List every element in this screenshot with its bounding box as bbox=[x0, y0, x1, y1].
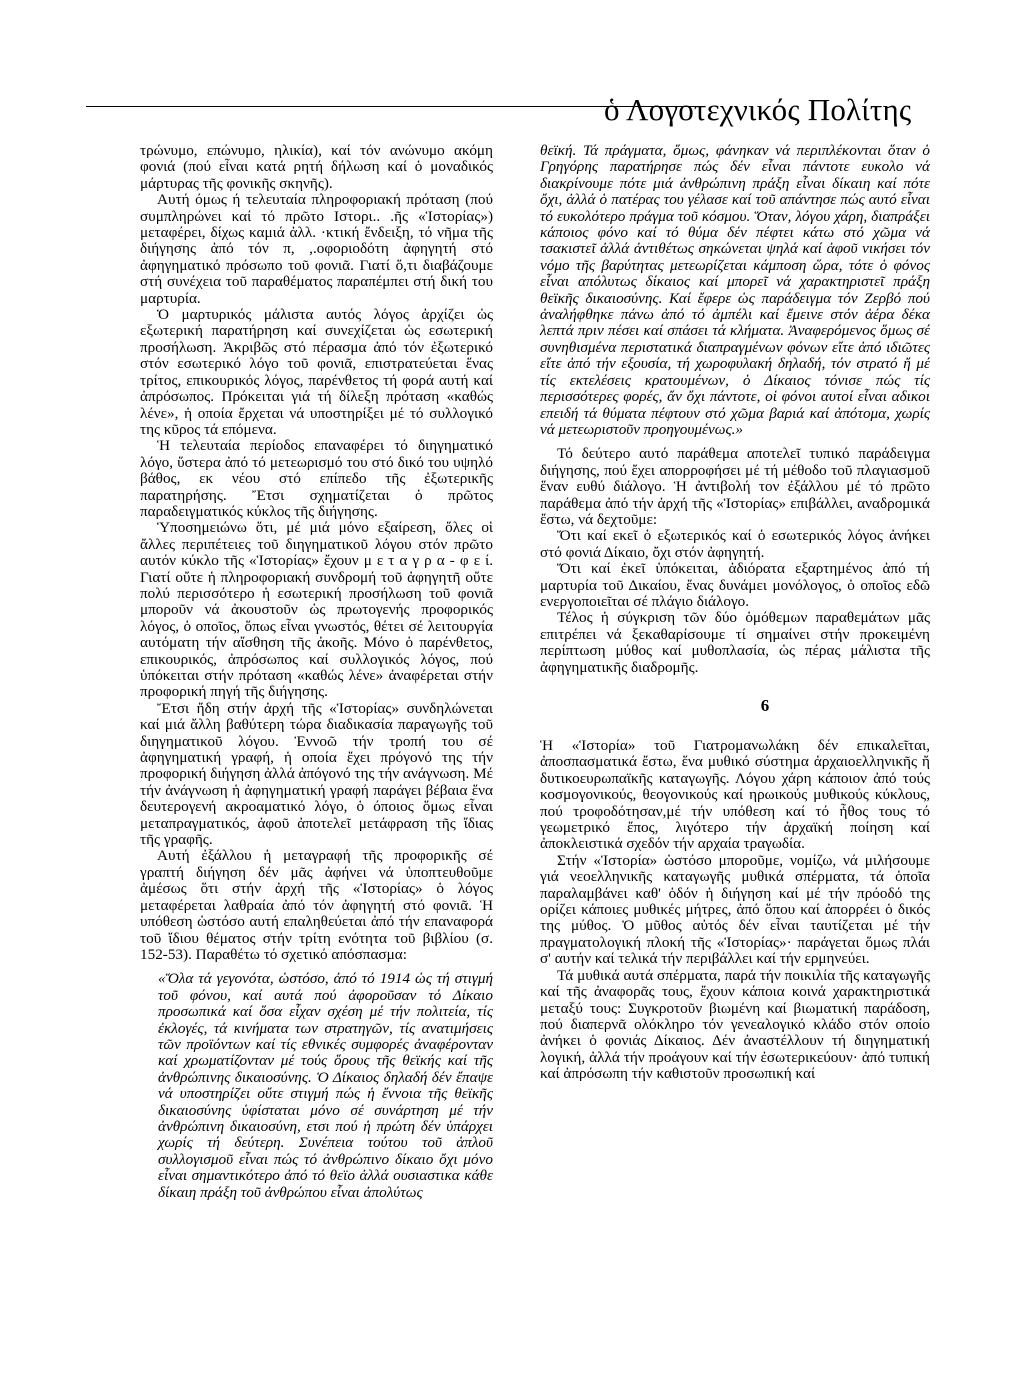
paragraph: Αυτή όμως ή τελευταία πληροφοριακή πρόταση (πού συμπληρώνει καί τό πρῶτο Ιστορι.. .ῆς «Ἱστορίας») μεταφέρει, δίχως καμιά ἀλλ. ·κτική ἔνδειξη, τό νῆμα τῆς διήγησης ἀπό τόν π, ,.οφοριοδότη ἀφηγητή στό ἀφηγηματικό πρόσωπο τοῦ φονιᾶ. Γιατί ὅ,τι διαβάζουμε στή συνέχεια τοῦ παραθέματος παραπέμπει στή δική του μαρτυρία. bbox=[140, 191, 493, 307]
left-column bbox=[140, 143, 493, 1208]
paragraph: Ὅτι καί ἐκεῖ ὑπόκειται, ἀδιόρατα εξαρτημένος ἀπό τή μαρτυρία τοῦ Δικαίου, ἕνας δυνάμει μονόλογος, ὁ οποῖος εδῶ ενεργοποιεῖται σέ πλάγιο διάλογο. bbox=[540, 560, 930, 610]
section-number: 6 bbox=[760, 696, 770, 715]
paragraph: Τέλος ἡ σύγκριση τῶν δύο ὁμόθεμων παραθεμάτων μᾶς επιτρέπει νά ξεκαθαρίσουμε τί σημαίνει στήν προκειμένη περίπτωση μύθος καί μυθοπλασία, ὡς πέρας μάλιστα τῆς ἀφηγηματικῆς διαδρομῆς. bbox=[540, 609, 930, 676]
paragraph: Αυτή ἐξάλλου ἡ μεταγραφή τῆς προφορικῆς σέ γραπτή διήγηση δέν μᾶς ἀφήνει νά ὑποπτευθοῦμε ἀμέσως ὅτι στήν ἀρχή τῆς «Ἱστορίας» ὁ λόγος μεταφέρεται λαθραία ἀπό τόν ἀφηγητή στό φονιᾶ. Ἡ υπόθεση ὡστόσο αυτή επαληθεύεται ἀπό τήν επαναφορά τοῦ ἴδιου θέματος στήν τρίτη ενότητα τοῦ βιβλίου (σ. 152-53). Παραθέτω τό σχετικό απόσπασμα: bbox=[140, 847, 493, 963]
running-head: ὁ Λογοτεχνικός Πολίτης bbox=[604, 92, 912, 127]
paragraph: τρώνυμο, επώνυμο, ηλικία), καί τόν ανώνυμο ακόμη φονιά (πού εἶναι κατά ρητή δήλωση καί ὁ μοναδικός μάρτυρας τῆς φονικῆς σκηνῆς). bbox=[140, 142, 493, 192]
block-quote: «Ὅλα τά γεγονότα, ὡστόσο, ἀπό τό 1914 ὡς τή στιγμή τοῦ φόνου, καί αυτά πού ἀφοροῦσαν τό Δίκαιο προσωπικά καί ὅσα εἶχαν σχέση μέ τήν πολιτεία, τίς ἐκλογές, τά κινήματα των στρατηγῶν, τίς ανατιμήσεις τῶν προϊόντων καί τίς εθνικές συμφορές ἀναφέρονταν καί χρωματίζονταν μέ τούς ὅρους τῆς θεϊκής καί τῆς ἀνθρώπινης δικαιοσύνης. Ὁ Δίκαιος δηλαδή δέν ἔπαψε νά υποστηρίζει οὔτε στιγμή πώς ἡ ἔννοια τῆς θεϊκῆς δικαιοσύνης ὑφίσταται μόνο σέ συνάρτηση μέ τήν ἀνθρώπινη δικαιοσύνη, ετσι πού ἡ πρώτη δέν ὑπάρχει χωρίς τή δεύτερη. Συνέπεια τούτου τοῦ ἁπλοῦ συλλογισμοῦ εἶναι πώς τό ἀνθρώπινο δίκαιο ὄχι μόνο εἶναι σημαντικότερο ἀπό τό θεϊο ἀλλά ουσιαστικα κάθε δίκαιη πράξη τοῦ ἀνθρώπου εἶναι ἀπολύτως bbox=[158, 970, 493, 1201]
paragraph: Ἡ τελευταία περίοδος επαναφέρει τό διηγηματικό λόγο, ὕστερα ἀπό τό μετεωρισμό του στό δικό του υψηλό βάθος, εκ νέου στό επίπεδο τῆς ἐξωτερικῆς παρατηρήσης. Ἔτσι σχηματίζεται ὁ πρῶτος παραδειγματικός κύκλος τῆς διήγησης. bbox=[140, 437, 493, 520]
block-quote-continued: θεϊκή. Τά πράγματα, ὅμως, φάνηκαν νά περιπλέκονται ὅταν ὁ Γρηγόρης παρατήρησε πώς δέν εἶναι πάντοτε ευκολο νά διακρίνουμε πότε μιά ἀνθρώπινη πράξη εἶναι δίκαιη καί πότε ὄχι, ἀλλά ὁ πατέρας του γέλασε καί τοῦ απάντησε πώς αυτό εἶναι τό ευκολότερο πράγμα τοῦ κόσμου. Ὅταν, λόγου χάρη, διαπράξει κάποιος φόνο καί τό θύμα δέν πέφτει κάτω στό χῶμα νά τσακιστεῖ ἀλλά ἀντιθέτως σηκώνεται ψηλά καί ἀφοῦ νικήσει τόν νόμο τῆς βαρύτητας μετεωρίζεται κάμποση ὥρα, τότε ὁ φόνος εἶναι απόλυτως δίκαιος καί μπορεῖ νά χαρακτηριστεῖ πράξη θεϊκῆς δικαιοσύνης. Καί ἔφερε ὡς παράδειγμα τόν Ζερβό πού ἀναλήφθηκε πάνω ἀπό τό ἀμπέλι καί ἔμεινε στόν ἀέρα δέκα λεπτά πριν πέσει καί σπάσει τά κλήματα. Ἀναφερόμενος ὅμως σέ συνηθισμένα περιστατικά διαπραγμένων φόνων εἴτε ἀπό ιδιῶτες εἴτε ἀπό τήν εξουσία, τή χωροφυλακή δηλαδή, τόν στρατό ἤ μέ τίς εκτελέσεις κρατουμένων, ὁ Δίκαιος τόνισε πώς τίς περισσότερες φορές, ἄν ὄχι πάντοτε, οἱ φόνοι αυτοί εἶναι αδικοι επειδή τά θύματα πέφτουν στό χῶμα βαριά καί ἀπότομα, χωρίς νά μετεωριστοῦν προηγουμένως.» bbox=[540, 142, 930, 438]
right-column bbox=[540, 143, 930, 1083]
paragraph: Ὁ μαρτυρικός μάλιστα αυτός λόγος ἀρχίζει ὡς εξωτερική παρατήρηση καί συνεχίζεται ὡς εσωτερική προσήλωση. Ἀκριβῶς στό πέρασμα ἀπό τόν ἐξωτερικό στόν εσωτερικό λόγο τοῦ φονιᾶ, επιστρατεύεται ἕνας τρίτος, επικουρικός λόγος, παρένθετος τή φορά αυτή καί ἀπρόσωπος. Πρόκειται γιά τή δίλεξη πρόταση «καθώς λένε», ἡ οποία ἔρχεται νά υποστηρίξει μέ τό συλλογικό της κῦρος τά επόμενα. bbox=[140, 306, 493, 438]
paragraph: Ὑποσημειώνω ὅτι, μέ μιά μόνο εξαίρεση, ὅλες οἱ ἄλλες περιπέτειες τοῦ διηγηματικοῦ λόγου στόν πρῶτο αυτόν κύκλο τῆς «Ἱστορίας» ἔχουν μ ε τ α γ ρ α - φ ε ί. Γιατί οὔτε ἡ πληροφοριακή συνδρομή τοῦ ἀφηγητῆ οὔτε πολύ περισσότερο ἡ εσωτερική προσήλωση τοῦ φονιᾶ μποροῦν νά ἀκουστοῦν ὡς πρωτογενής προφορικός λόγος, ὁ οποῖος, ὅπως εἶναι γνωστός, θέτει σέ λειτουργία αυτόματη τήν αἴσθηση τῆς ἀκοῆς. Μόνο ὁ παρένθετος, επικουρικός, ἀπρόσωπος καί συλλογικός λόγος, πού ὑπόκειται στήν πρόταση «καθώς λένε» ἀναφέρεται στήν προφορική πηγή τῆς διήγησης. bbox=[140, 519, 493, 701]
paragraph: Στήν «Ἱστορία» ὡστόσο μποροῦμε, νομίζω, νά μιλήσουμε γιά νεοελληνικῆς καταγωγῆς μυθικά σπέρματα, τά ὁποῖα παραλαμβάνει καθ' ὁδόν ἡ διήγηση καί μέ τήν πρόοδό της ορίζει κάποιες μυθικές μήτρες, ἀπό ὅπου καί ἀπορρέει ὁ δικός της μύθος. Ὁ μῦθος αὐτός δέν εἶναι ταυτίζεται μέ τήν πραγματολογική πλοκή τῆς «Ἱστορίας»· παράγεται ὅμως πλάι σ' αυτήν καί τελικά τήν περιβάλλει καί τήν ερμηνεύει. bbox=[540, 851, 930, 968]
paragraph: Τά μυθικά αυτά σπέρματα, παρά τήν ποικιλία τῆς καταγωγῆς καί τῆς ἀναφορᾶς τους, ἔχουν κάποια κοινά χαρακτηριστικά μεταξύ τους: Συγκροτοῦν βιωμένη καί βιωματική παράδοση, πού διαπερνᾶ ολόκληρο τόν γενεαλογικό κλάδο στόν οποίο ἀνήκει ὁ φονιάς Δίκαιος. Δέν ἀναστέλλουν τή διηγηματική λογική, ἀλλά τήν προάγουν καί τήν ἐσωτερικεύουν· ἀπό τυπική καί ἀπρόσωπη τήν καθιστοῦν προσωπική καί bbox=[540, 966, 930, 1083]
paragraph: Ὅτι καί εκεῖ ὁ εξωτερικός καί ὁ εσωτερικός λόγος ἀνήκει στό φονιά Δίκαιο, ὄχι στόν ἀφηγητή. bbox=[540, 527, 930, 561]
paragraph: Τό δεύτερο αυτό παράθεμα αποτελεῖ τυπικό παράδειγμα διήγησης, πού ἔχει απορροφήσει μέ τή μέθοδο τοῦ πλαγιασμοῦ ἕναν ευθύ διάλογο. Ἡ ἀντιβολή τον ἐξάλλου μέ τό πρῶτο παράθεμα ἀπό τήν ἀρχή τῆς «Ἱστορίας» επιβάλλει, αναδρομικά ἔστω, νά δεχτοῦμε: bbox=[540, 445, 930, 528]
paragraph: Ἔτσι ἤδη στήν ἀρχή τῆς «Ἱστορίας» συνδηλώνεται καί μιά ἄλλη βαθύτερη τώρα διαδικασία παραγωγῆς τοῦ διηγηματικοῦ λόγου. Ἐννοῶ τήν τροπή του σέ ἀφηγηματική γραφή, ἡ οποία ἔχει πρόγονό της τήν προφορική διήγηση ἀλλά ἀπόγονό της τήν ανάγνωση. Μέ τήν ἀνάγνωση ἡ ἀφηγηματική γραφή παράγει βέβαια ἕνα δευτερογενή ακροαματικό λόγο, ὁ όποιος ὅμως εἶναι μεταπραγματικός, ἀφοῦ ἀποτελεῖ μετάφραση τῆς ἴδιας τῆς γραφῆς. bbox=[140, 699, 493, 849]
paragraph: Ἡ «Ἱστορία» τοῦ Γιατρομανωλάκη δέν επικαλεῖται, ἀποσπασματικά ἔστω, ἕνα μυθικό σύστημα ἀρχαιοελληνικῆς ἤ δυτικοευρωπαϊκῆς καταγωγῆς. Λόγου χάρη κάποιον ἀπό τούς κοσμογονικούς, θεογονικούς καί ηρωικούς μυθικούς κύκλους, πού τροφοδότησαν,μέ τήν υπόθεση καί τό ἦθος τους τό γεωμετρικό ἔπος, λιγότερο τήν ἀρχαϊκή ποίηση καί ἀποκλειστικά σχεδόν τήν αρχαία τραγωδία. bbox=[540, 737, 930, 853]
